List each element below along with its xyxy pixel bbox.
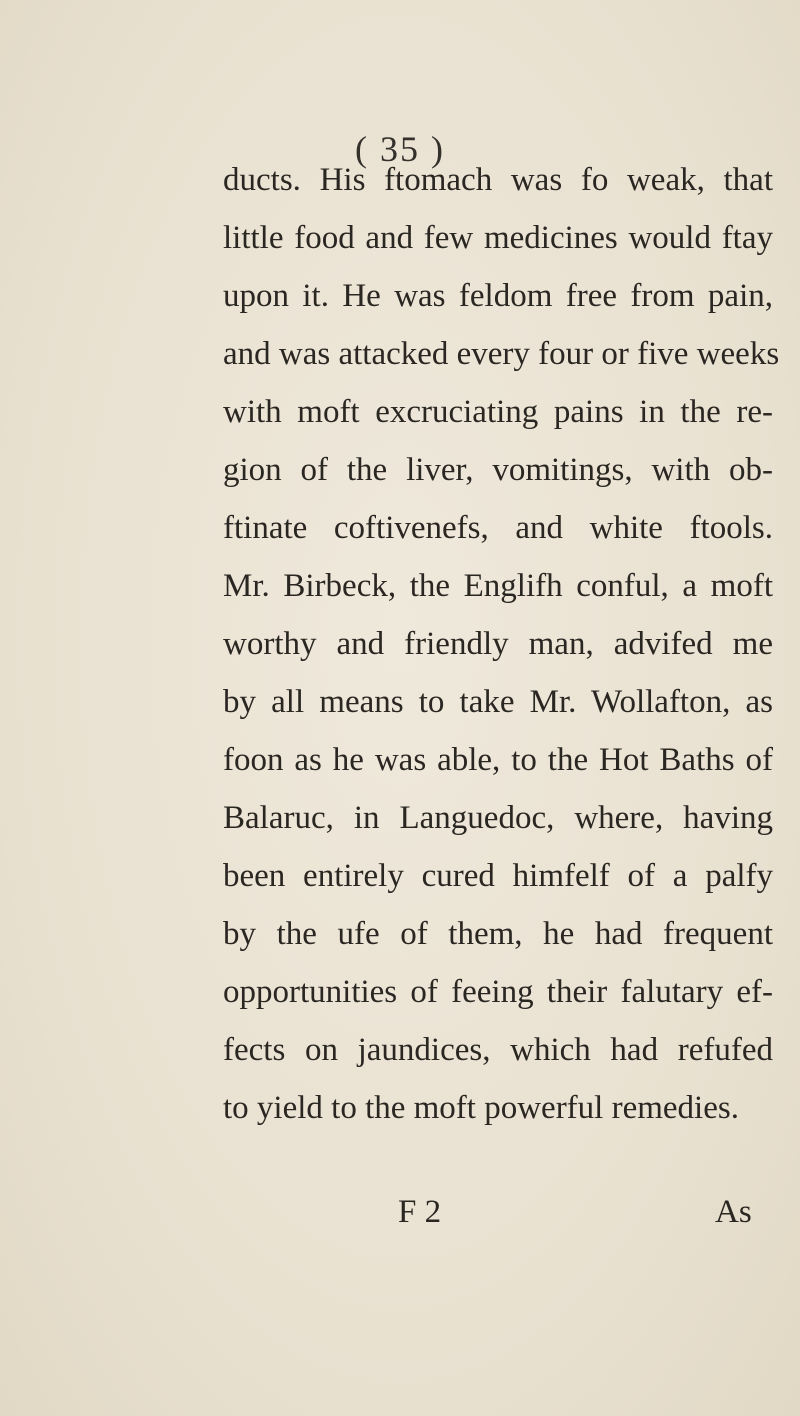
text-line: ftinate coftivenefs, and white ftools.	[223, 510, 773, 546]
text-line: ducts. His ftomach was fo weak, that	[223, 162, 773, 198]
text-line: Mr. Birbeck, the Englifh conful, a moft	[223, 568, 773, 604]
catchword: As	[715, 1194, 752, 1230]
text-line: been entirely cured himfelf of a palfy	[223, 858, 773, 894]
text-line: foon as he was able, to the Hot Baths of	[223, 742, 773, 778]
text-line: and was attacked every four or five weeks	[223, 336, 780, 372]
text-line: by all means to take Mr. Wollafton, as	[223, 684, 773, 720]
signature-mark: F 2	[398, 1194, 442, 1230]
page-footer	[0, 1194, 800, 1244]
page-number: ( 35 )	[355, 129, 445, 169]
text-line: upon it. He was feldom free from pain,	[223, 278, 773, 314]
text-line: Balaruc, in Languedoc, where, having	[223, 800, 773, 836]
text-line: little food and few medicines would ftay	[223, 220, 773, 256]
text-line: worthy and friendly man, advifed me	[223, 626, 773, 662]
text-line: fects on jaundices, which had refufed	[223, 1032, 773, 1068]
text-line: with moft excruciating pains in the re-	[223, 394, 773, 430]
text-line: to yield to the moft powerful remedies.	[223, 1090, 739, 1126]
text-line: by the ufe of them, he had frequent	[223, 916, 773, 952]
text-line: opportunities of feeing their falutary ef-	[223, 974, 773, 1010]
text-line: gion of the liver, vomitings, with ob-	[223, 452, 773, 488]
